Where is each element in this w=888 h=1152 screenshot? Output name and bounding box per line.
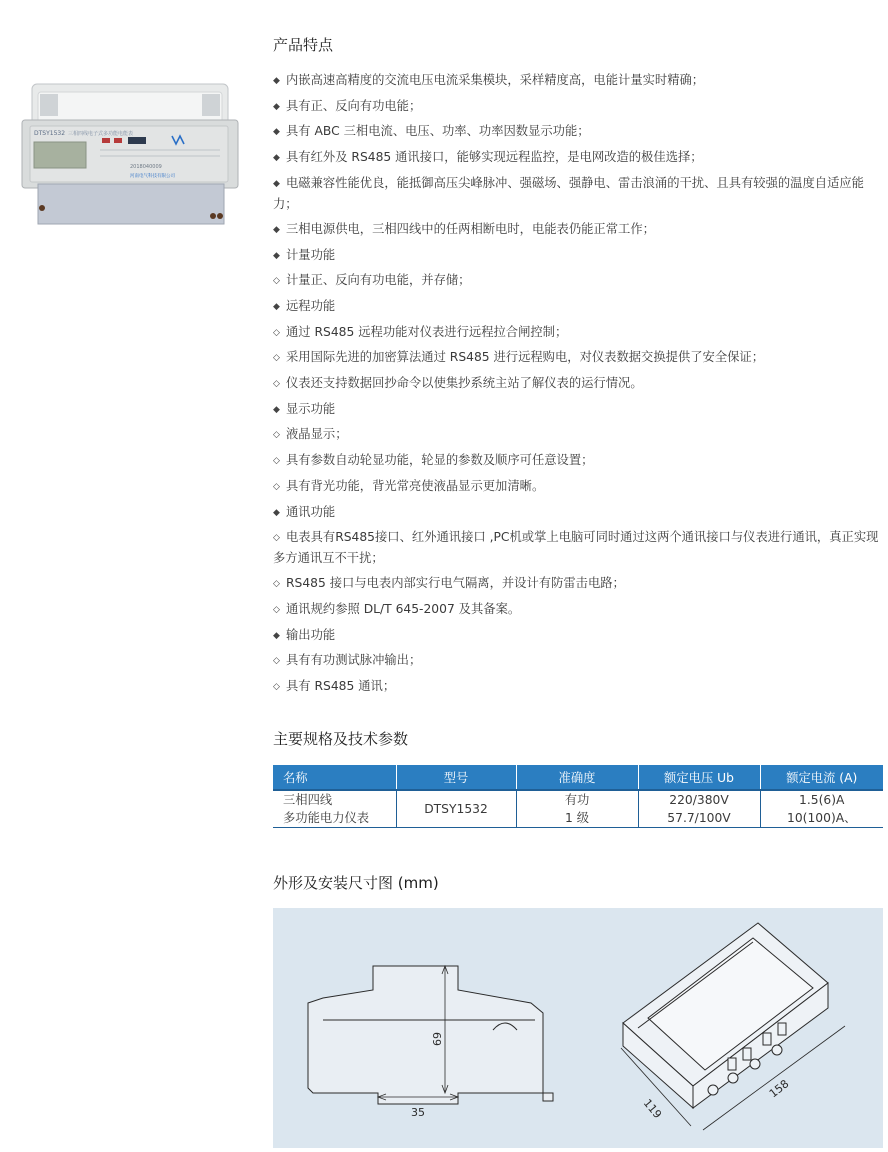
feature-item <box>273 145 885 171</box>
perspective-view <box>623 923 828 1108</box>
hollow-diamond-bullet-icon: ◇ <box>273 353 280 364</box>
hollow-diamond-bullet-icon: ◇ <box>273 456 280 467</box>
filled-diamond-bullet-icon: ◆ <box>273 101 280 112</box>
feature-sub-item <box>273 345 885 371</box>
filled-diamond-bullet-icon: ◆ <box>273 507 280 518</box>
meter-maker-text: 河南电气科技有限公司 <box>130 174 175 179</box>
dimensions-title: 外形及安装尺寸图 (mm) <box>273 874 439 892</box>
feature-item <box>273 94 885 120</box>
feature-text: 三相电源供电，三相四线中的任两相断电时，电能表仍能正常工作； <box>286 221 655 236</box>
spec-name-line1: 三相四线 <box>283 793 333 807</box>
spec-table <box>273 765 883 828</box>
spec-cell-current <box>760 790 883 828</box>
feature-list <box>273 68 885 700</box>
feature-text: 具有正、反向有功电能； <box>286 98 422 113</box>
hollow-diamond-bullet-icon: ◇ <box>273 533 280 544</box>
feature-text: 通讯规约参照 DL/T 645-2007 及其备案。 <box>286 601 521 616</box>
feature-sub-item <box>273 674 885 700</box>
product-photo <box>20 80 240 230</box>
spec-header-voltage: 额定电压 Ub <box>638 765 760 790</box>
filled-diamond-bullet-icon: ◆ <box>273 404 280 415</box>
spec-cell-voltage <box>638 790 760 828</box>
feature-sub-item <box>273 320 885 346</box>
feature-item <box>273 68 885 94</box>
feature-item <box>273 500 885 526</box>
feature-sub-item <box>273 525 885 571</box>
spec-header-row <box>273 765 883 790</box>
feature-item <box>273 397 885 423</box>
height-label: 69 <box>431 1032 444 1046</box>
feature-sub-item <box>273 448 885 474</box>
spec-header-name: 名称 <box>273 765 396 790</box>
feature-text: 通讯功能 <box>286 504 336 519</box>
width-label: 35 <box>411 1106 425 1119</box>
spec-voltage-line2: 57.7/100V <box>667 811 731 825</box>
spec-cell-model: DTSY1532 <box>396 790 516 828</box>
feature-text: 计量正、反向有功电能，并存储； <box>286 273 471 288</box>
hollow-diamond-bullet-icon: ◇ <box>273 481 280 492</box>
filled-diamond-bullet-icon: ◆ <box>273 630 280 641</box>
feature-text: 内嵌高速高精度的交流电压电流采集模块，采样精度高，电能计量实时精确； <box>286 73 705 87</box>
length-label: 158 <box>766 1077 792 1101</box>
hollow-diamond-bullet-icon: ◇ <box>273 656 280 667</box>
filled-diamond-bullet-icon: ◆ <box>273 301 280 312</box>
hollow-diamond-bullet-icon: ◇ <box>273 276 280 287</box>
feature-text: 具有有功测试脉冲输出； <box>286 653 422 668</box>
spec-voltage-line1: 220/380V <box>669 793 729 807</box>
spec-header-current: 额定电流 (A) <box>760 765 883 790</box>
spec-cell-accuracy <box>516 790 638 828</box>
feature-text: 输出功能 <box>286 627 336 642</box>
feature-text: 液晶显示； <box>286 427 348 442</box>
feature-item <box>273 217 885 243</box>
spec-row <box>273 790 883 828</box>
hollow-diamond-bullet-icon: ◇ <box>273 682 280 693</box>
feature-text: 具有背光功能，背光常亮使液晶显示更加清晰。 <box>286 478 545 493</box>
feature-sub-item <box>273 371 885 397</box>
feature-sub-item <box>273 268 885 294</box>
feature-item <box>273 623 885 649</box>
meter-serial-text: 2018040009 <box>130 164 162 170</box>
filled-diamond-bullet-icon: ◆ <box>273 76 280 86</box>
spec-accuracy-line1: 有功 <box>564 793 590 807</box>
spec-header-model: 型号 <box>396 765 516 790</box>
feature-text: 通过 RS485 远程功能对仪表进行远程拉合闸控制； <box>286 324 568 339</box>
feature-sub-item <box>273 648 885 674</box>
filled-diamond-bullet-icon: ◆ <box>273 178 280 189</box>
spec-current-line2: 10(100)A、 <box>787 811 857 825</box>
feature-item <box>273 294 885 320</box>
spec-header-accuracy: 准确度 <box>516 765 638 790</box>
feature-text: 具有红外及 RS485 通讯接口，能够实现远程监控，是电网改造的极佳选择； <box>286 150 703 165</box>
specs-title: 主要规格及技术参数 <box>273 730 409 748</box>
hollow-diamond-bullet-icon: ◇ <box>273 579 280 590</box>
dimension-drawing <box>273 908 883 1148</box>
feature-text: 仪表还支持数据回抄命令以使集抄系统主站了解仪表的运行情况。 <box>286 376 643 391</box>
hollow-diamond-bullet-icon: ◇ <box>273 379 280 390</box>
feature-text: 具有 RS485 通讯； <box>286 679 396 694</box>
spec-current-line1: 1.5(6)A <box>799 793 845 807</box>
feature-text: 采用国际先进的加密算法通过 RS485 进行远程购电，对仪表数据交换提供了安全保证； <box>286 350 765 365</box>
meter-subtitle-text: 三相四线电子式多功能电能表 <box>68 131 134 137</box>
feature-text: 具有参数自动轮显功能，轮显的参数及顺序可任意设置； <box>286 453 594 468</box>
feature-text: 远程功能 <box>286 298 336 313</box>
meter-model-text: DTSY1532 <box>34 130 66 137</box>
hollow-diamond-bullet-icon: ◇ <box>273 327 280 338</box>
feature-sub-item <box>273 571 885 597</box>
filled-diamond-bullet-icon: ◆ <box>273 127 280 138</box>
feature-text: RS485 接口与电表内部实行电气隔离，并设计有防雷击电路； <box>286 576 625 591</box>
feature-sub-item <box>273 422 885 448</box>
hollow-diamond-bullet-icon: ◇ <box>273 604 280 615</box>
spec-cell-name <box>273 790 396 828</box>
filled-diamond-bullet-icon: ◆ <box>273 250 280 261</box>
feature-text: 电表具有RS485接口、红外通讯接口 ,PC机或掌上电脑可同时通过这两个通讯接口与仪表进行通讯，真正实现多方通讯互不干扰； <box>273 530 879 566</box>
depth-label: 119 <box>640 1096 665 1122</box>
feature-sub-item <box>273 597 885 623</box>
feature-text: 具有 ABC 三相电流、电压、功率、功率因数显示功能； <box>286 124 590 139</box>
hollow-diamond-bullet-icon: ◇ <box>273 430 280 441</box>
feature-sub-item <box>273 474 885 500</box>
spec-name-line2: 多功能电力仪表 <box>283 811 370 825</box>
feature-item <box>273 171 885 217</box>
feature-text: 计量功能 <box>286 247 336 262</box>
spec-accuracy-line2: 1 级 <box>564 811 590 825</box>
feature-item <box>273 119 885 145</box>
features-title: 产品特点 <box>273 36 334 54</box>
filled-diamond-bullet-icon: ◆ <box>273 153 280 164</box>
feature-text: 显示功能 <box>286 401 336 416</box>
feature-item <box>273 243 885 269</box>
feature-text: 电磁兼容性能优良，能抵御高压尖峰脉冲、强磁场、强静电、雷击浪涌的干扰、且具有较强的温度自适应能力； <box>273 175 864 211</box>
filled-diamond-bullet-icon: ◆ <box>273 224 280 235</box>
dimension-drawing-svg <box>273 908 883 1148</box>
